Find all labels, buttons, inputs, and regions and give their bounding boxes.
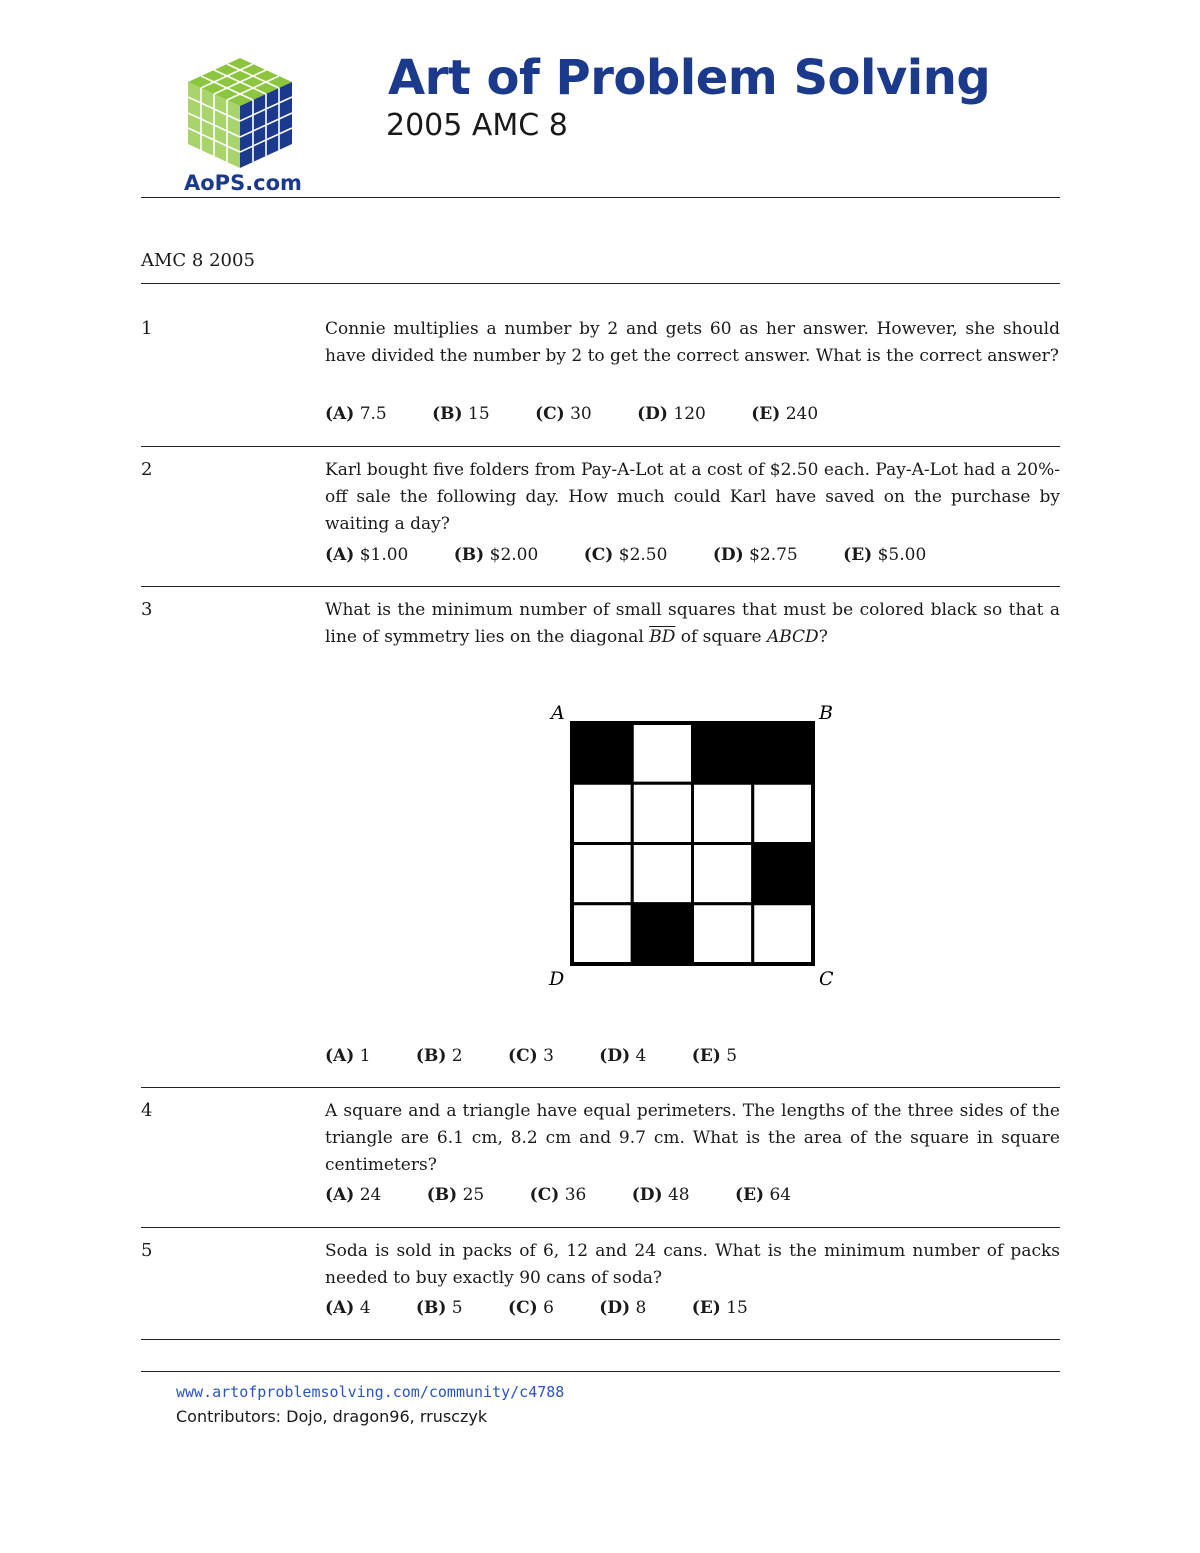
square-name: ABCD [766,627,819,647]
grid-cell-white [693,783,753,843]
footer-divider [141,1371,1060,1372]
choice-b: (B) 25 [426,1185,485,1205]
problem-text: Karl bought five folders from Pay-A-Lot at a cost of $2.50 each. Pay-A-Lot had a 20%-off sale the following day. How much could Karl have saved on the purchase by waiting a day? [325,460,1060,534]
grid-cell-white [572,844,632,904]
answer-choices [325,545,966,565]
answer-choices [325,1046,777,1066]
choice-d: (D) $2.75 [712,545,798,565]
problem-number: 2 [141,459,153,480]
choice-d: (D) 120 [637,404,706,424]
choice-a: (A) 24 [325,1185,382,1205]
choice-b: (B) 15 [432,404,490,424]
problem-number: 1 [141,318,153,339]
corner-label-d: D [549,968,565,990]
choice-b: (B) $2.00 [453,545,539,565]
grid-cell-black [753,844,813,904]
answer-choices [325,404,858,424]
corner-label-a: A [551,702,565,724]
corner-label-b: B [819,702,833,724]
grid-cell-white [753,904,813,964]
grid-cell-white [753,783,813,843]
choice-c: (C) 30 [535,404,592,424]
grid-cell-white [632,844,692,904]
choice-e: (E) 15 [691,1298,748,1318]
choice-c: (C) 3 [508,1046,554,1066]
diagonal-name: $\overline{BD}$ [649,627,676,647]
problem-text: Soda is sold in packs of 6, 12 and 24 cans. What is the minimum number of packs needed to buy exactly 90 cans of soda? [325,1241,1060,1288]
community-link[interactable]: www.artofproblemsolving.com/community/c4788 [176,1383,565,1401]
problem-divider [141,586,1060,587]
choice-c: (C) 6 [508,1298,554,1318]
choice-a: (A) 1 [325,1046,371,1066]
choice-b: (B) 2 [415,1046,463,1066]
grid-cell-black [693,723,753,783]
answer-choices [325,1185,831,1205]
grid-cell-white [693,904,753,964]
choice-d: (D) 48 [631,1185,690,1205]
choice-d: (D) 8 [599,1298,647,1318]
problem-text: A square and a triangle have equal perimeters. The lengths of the three sides of the triangle are 6.1 cm, 8.2 cm and 9.7 cm. What is the area of the square in square centimeters? [325,1101,1060,1175]
grid-cell-white [632,723,692,783]
problem-divider [141,1227,1060,1228]
choice-e: (E) 64 [735,1185,792,1205]
choice-e: (E) $5.00 [843,545,927,565]
grid-cell-black [572,723,632,783]
aops-logo [180,56,320,196]
symmetry-grid-figure [540,690,850,1000]
choice-e: (E) 5 [691,1046,738,1066]
section-title: AMC 8 2005 [141,250,255,271]
answer-choices [325,1298,788,1318]
contributors-line: Contributors: Dojo, dragon96, rrusczyk [176,1407,488,1426]
choice-c: (C) $2.50 [583,545,668,565]
grid-cell-white [632,783,692,843]
problem-text: Connie multiplies a number by 2 and gets 60 as her answer. However, she should have divided the number by 2 to get the correct answer. What is the correct answer? [325,319,1060,366]
logo-cube-icon [188,58,292,168]
choice-a: (A) 7.5 [325,404,387,424]
problem-divider [141,1339,1060,1340]
corner-label-c: C [819,968,834,990]
grid-cell-white [572,783,632,843]
choice-a: (A) $1.00 [325,545,409,565]
choice-b: (B) 5 [415,1298,463,1318]
grid-cell-white [693,844,753,904]
grid-cell-white [572,904,632,964]
problem-number: 4 [141,1100,153,1121]
grid-cell-black [753,723,813,783]
choice-e: (E) 240 [751,404,819,424]
problem-number: 3 [141,599,153,620]
problem-divider [141,1087,1060,1088]
problem-number: 5 [141,1240,153,1261]
section-divider [141,283,1060,284]
choice-a: (A) 4 [325,1298,371,1318]
choice-d: (D) 4 [599,1046,647,1066]
header-divider [141,197,1060,198]
logo-text: AoPS.com [184,171,302,195]
document-subtitle: 2005 AMC 8 [386,108,568,143]
choice-c: (C) 36 [529,1185,587,1205]
brand-title: Art of Problem Solving [388,50,991,106]
problem-text: What is the minimum number of small squares that must be colored black so that a line of symmetry lies on the diagonal $\overline{BD}$ of square ABCD? [325,600,1060,647]
problem-divider [141,446,1060,447]
grid-cell-black [632,904,692,964]
